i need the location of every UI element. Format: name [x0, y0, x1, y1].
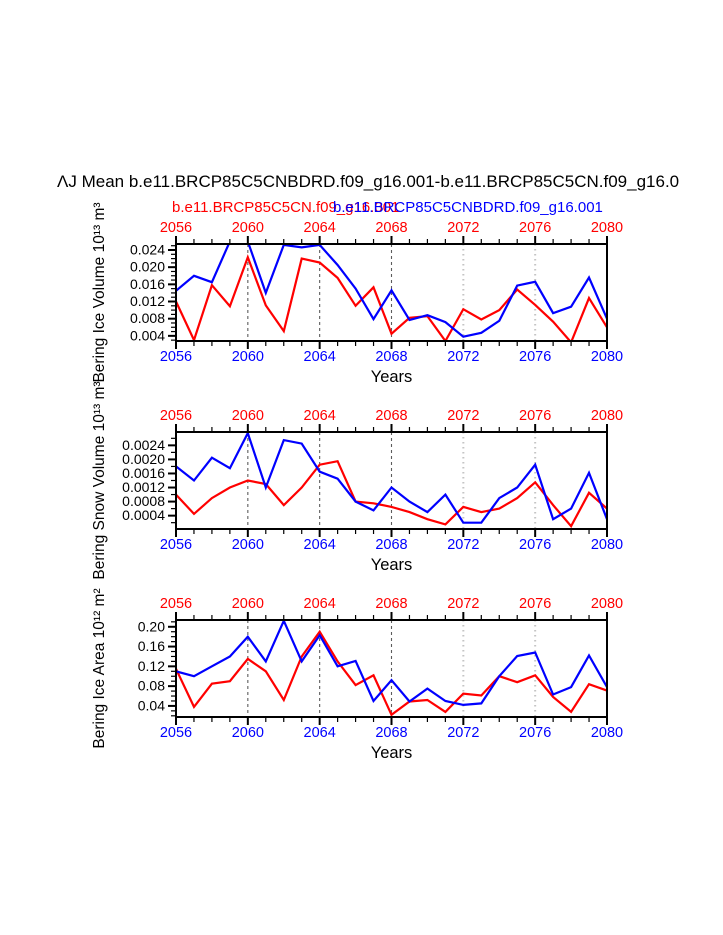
y-tick-label: 0.16: [137, 638, 165, 655]
x-axis-title: Years: [370, 368, 413, 386]
y-tick-label: 0.016: [129, 275, 165, 292]
bottom-axis-year-label: 2076: [519, 725, 552, 741]
top-axis-year-label: 2076: [519, 596, 552, 612]
top-axis-year-label: 2068: [375, 596, 408, 612]
top-axis-year-label: 2072: [447, 596, 480, 612]
x-axis-title: Years: [370, 556, 413, 574]
y-tick-label: 0.0024: [122, 436, 165, 453]
bottom-axis-year-label: 2080: [590, 349, 624, 365]
panel-bering-ice-area: [91, 588, 623, 762]
chart-title: ΛJ Mean b.e11.BRCP85C5CNBDRD.f09_g16.001-b.e11.BRCP85C5CN.f09_g16.0: [57, 172, 680, 191]
y-tick-label: 0.0008: [122, 493, 165, 510]
bottom-axis-year-label: 2060: [231, 725, 264, 741]
panel-bering-snow-volume: [91, 381, 623, 579]
y-tick-label: 0.004: [129, 327, 165, 344]
bottom-axis-year-label: 2064: [303, 725, 336, 741]
legend-entry-red: b.e11.BRCP85C5CN.f09_g16.001: [172, 199, 400, 216]
top-axis-year-label: 2080: [590, 596, 624, 612]
y-tick-label: 0.0016: [122, 464, 165, 481]
y-axis-title: Bering Snow Volume 10¹³ m³: [91, 381, 108, 580]
y-axis-title: Bering Ice Volume 10¹³ m³: [91, 202, 108, 383]
y-tick-label: 0.0020: [122, 450, 165, 467]
y-axis-title: Bering Ice Area 10¹² m²: [91, 588, 108, 749]
top-axis-year-label: 2060: [231, 596, 264, 612]
top-axis-year-label: 2080: [590, 220, 624, 236]
y-tick-label: 0.08: [137, 677, 165, 694]
top-axis-year-label: 2076: [519, 220, 552, 236]
x-axis-title: Years: [370, 744, 413, 762]
top-axis-year-label: 2064: [303, 408, 336, 424]
y-tick-label: 0.04: [137, 697, 165, 714]
bottom-axis-year-label: 2064: [303, 537, 336, 553]
y-tick-label: 0.12: [137, 657, 165, 674]
bottom-axis-year-label: 2072: [447, 725, 480, 741]
top-axis-year-label: 2060: [231, 408, 264, 424]
y-tick-label: 0.012: [129, 293, 165, 310]
bottom-axis-year-label: 2056: [159, 349, 193, 365]
bottom-axis-year-label: 2060: [231, 349, 264, 365]
bottom-axis-year-label: 2060: [231, 537, 264, 553]
top-axis-year-label: 2080: [590, 408, 624, 424]
bottom-axis-year-label: 2072: [447, 537, 480, 553]
bottom-axis-year-label: 2068: [375, 725, 408, 741]
bottom-axis-year-label: 2080: [590, 725, 624, 741]
top-axis-year-label: 2068: [375, 408, 408, 424]
top-axis-year-label: 2072: [447, 220, 480, 236]
top-axis-year-label: 2064: [303, 596, 336, 612]
bottom-axis-year-label: 2080: [590, 537, 624, 553]
top-axis-year-label: 2068: [375, 220, 408, 236]
y-tick-label: 0.20: [137, 618, 165, 635]
legend-entry-blue: b.e11.BRCP85C5CNBDRD.f09_g16.001: [333, 199, 603, 216]
y-tick-label: 0.020: [129, 258, 165, 275]
bottom-axis-year-label: 2076: [519, 349, 552, 365]
top-axis-year-label: 2056: [159, 220, 193, 236]
bottom-axis-year-label: 2068: [375, 537, 408, 553]
bottom-axis-year-label: 2056: [159, 537, 193, 553]
top-axis-year-label: 2056: [159, 408, 193, 424]
panel-bering-ice-volume: [91, 202, 623, 386]
y-tick-label: 0.024: [129, 241, 165, 258]
y-tick-label: 0.008: [129, 310, 165, 327]
top-axis-year-label: 2076: [519, 408, 552, 424]
bottom-axis-year-label: 2064: [303, 349, 336, 365]
top-axis-year-label: 2064: [303, 220, 336, 236]
bottom-axis-year-label: 2068: [375, 349, 408, 365]
top-axis-year-label: 2056: [159, 596, 193, 612]
bottom-axis-year-label: 2072: [447, 349, 480, 365]
y-tick-label: 0.0004: [122, 507, 165, 524]
bottom-axis-year-label: 2076: [519, 537, 552, 553]
bottom-axis-year-label: 2056: [159, 725, 193, 741]
top-axis-year-label: 2072: [447, 408, 480, 424]
top-axis-year-label: 2060: [231, 220, 264, 236]
y-tick-label: 0.0012: [122, 479, 165, 496]
